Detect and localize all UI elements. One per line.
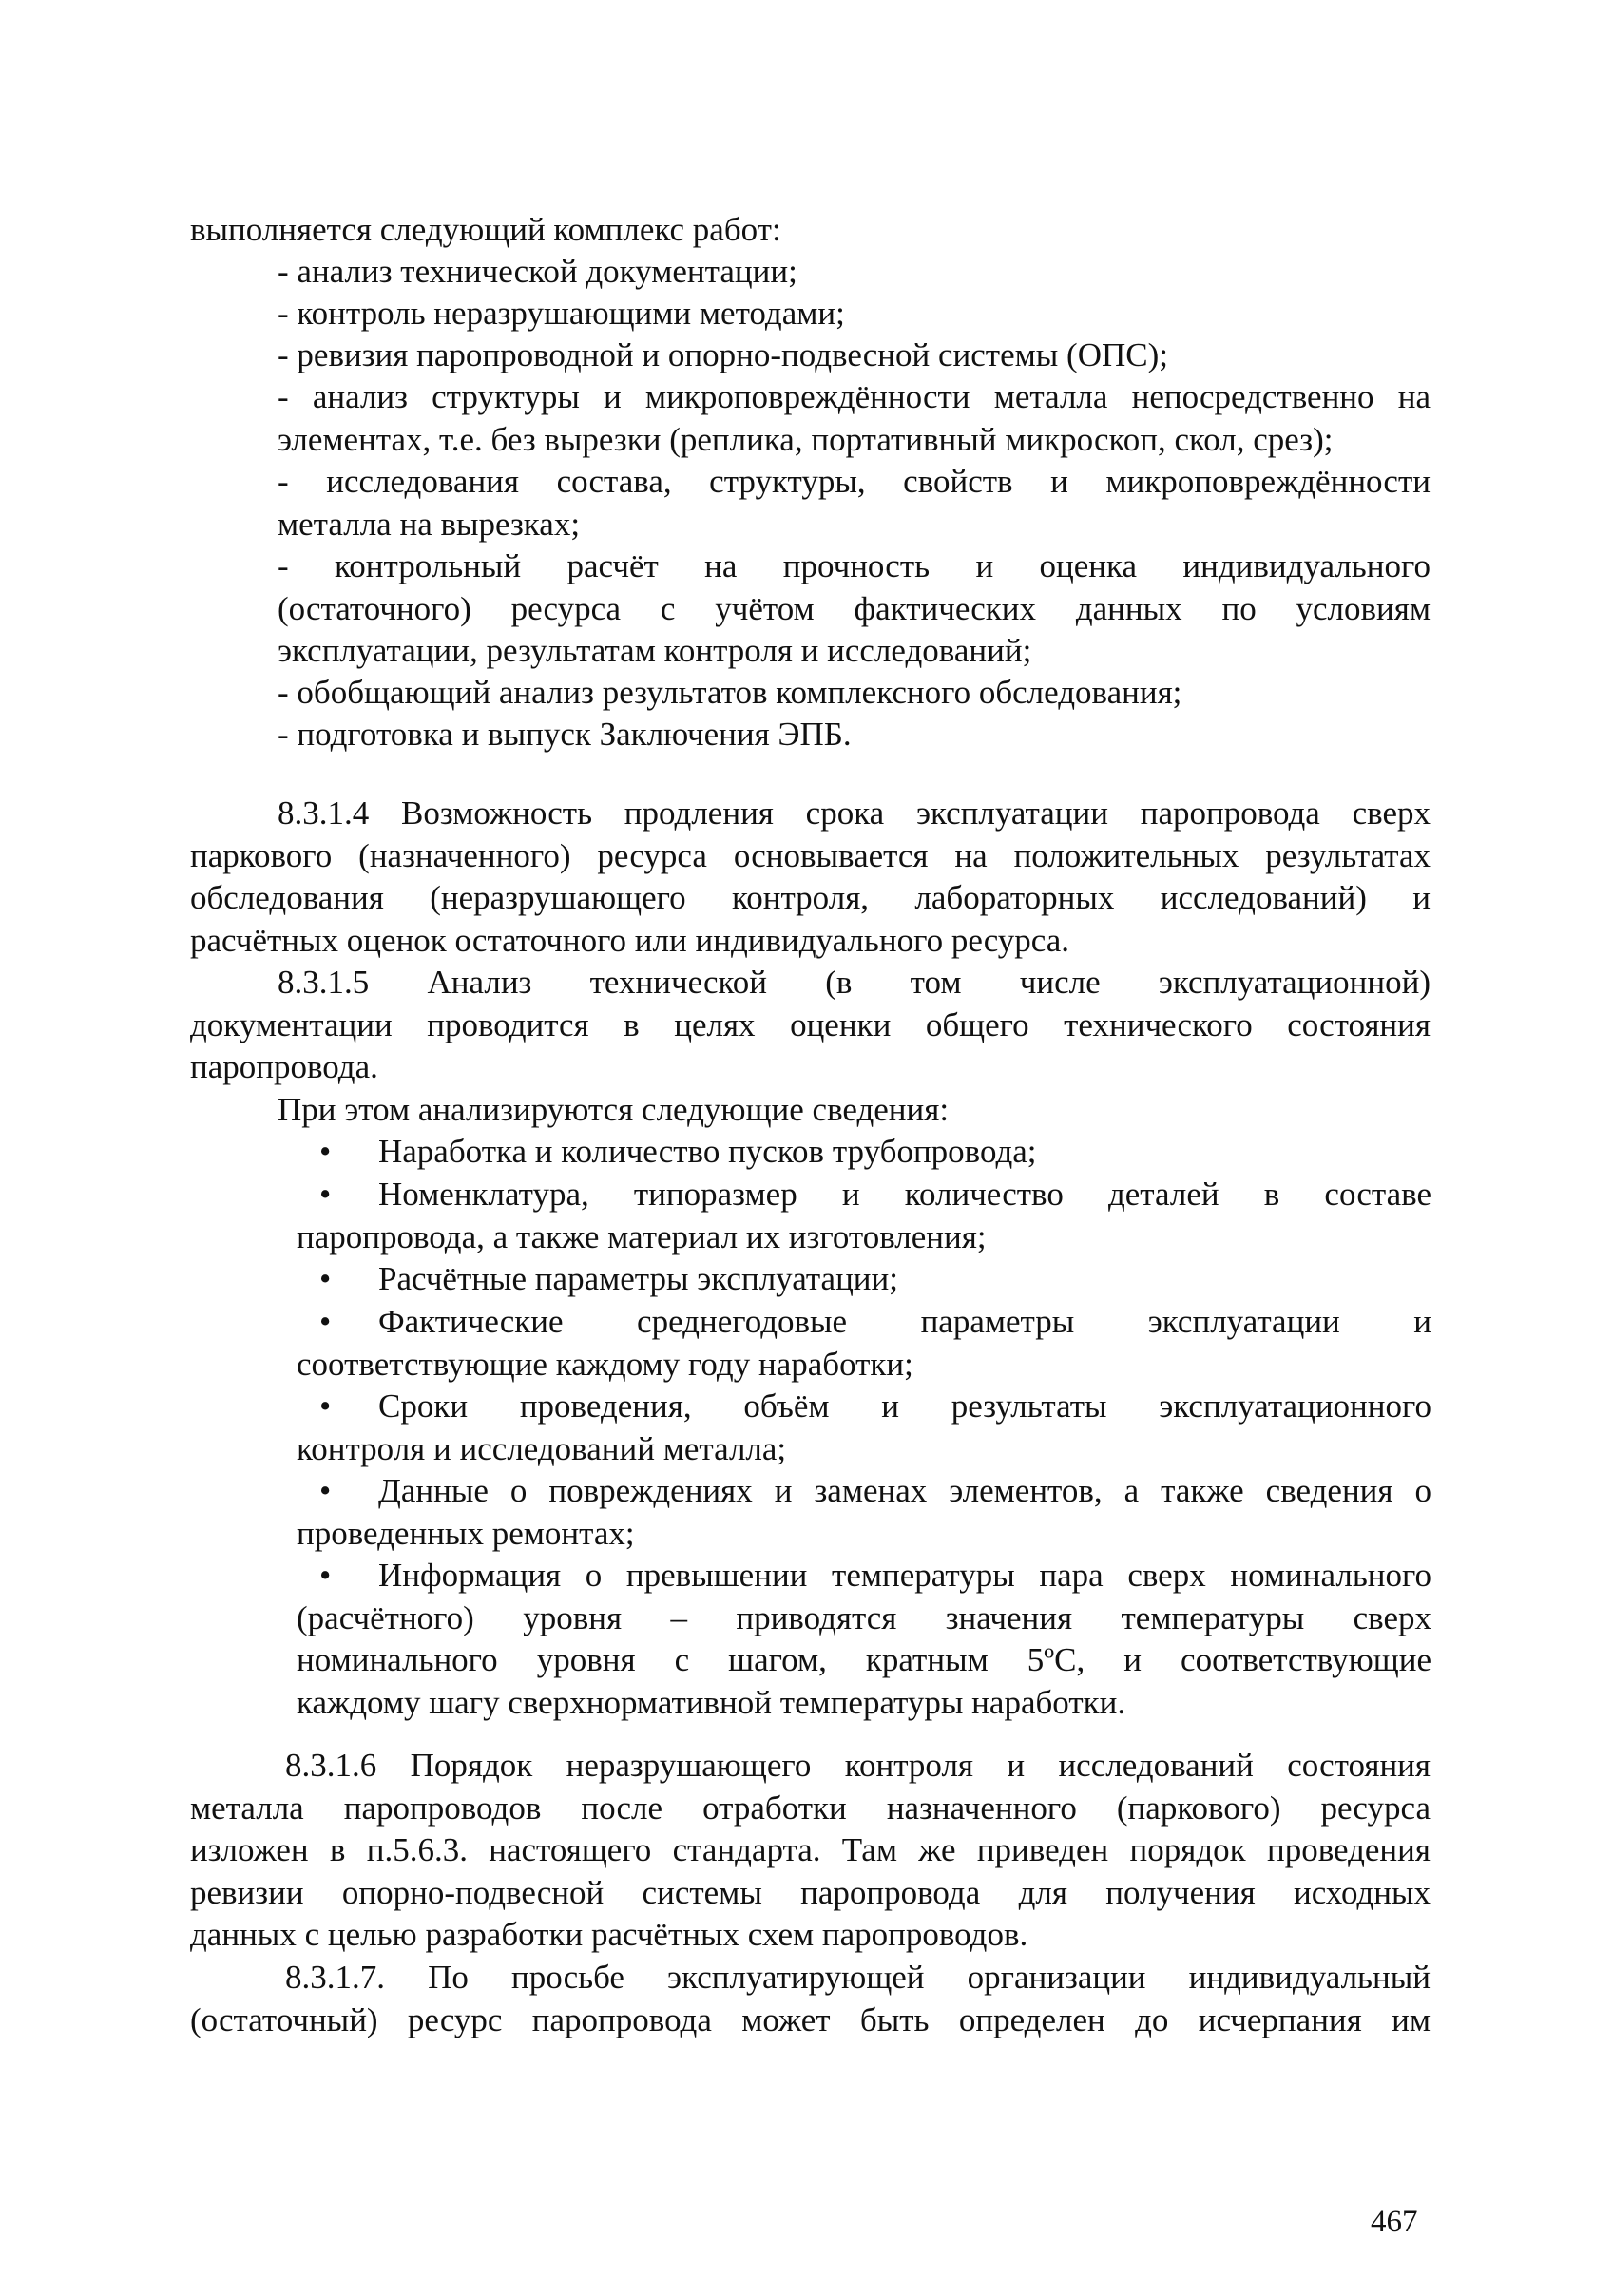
bullet-item-3 <box>319 1258 1431 1301</box>
paragraph-line: 8.3.1.5 Анализ технической (в том числе эксплуатационной) <box>278 964 1431 1001</box>
intro-item-4 <box>278 376 1431 461</box>
intro-lead-text: выполняется следующий комплекс работ: <box>190 211 781 248</box>
paragraph-8-3-1-5 <box>190 962 1431 1089</box>
bullet-dot: • <box>319 1303 332 1340</box>
list-item-line: - ревизия паропроводной и опорно-подвесной системы (ОПС); <box>278 336 1168 373</box>
paragraph-line: паропровода. <box>190 1048 378 1085</box>
list-item-line: - контроль неразрушающими методами; <box>278 295 845 332</box>
bullet-item-1 <box>319 1131 1431 1174</box>
paragraph-line: ревизии опорно-подвесной системы паропровода для получения исходных <box>190 1873 1431 1911</box>
paragraph-line: данных с целью разработки расчётных схем паропроводов. <box>190 1916 1028 1953</box>
paragraph-line: документации проводится в целях оценки общего технического состояния <box>190 1005 1431 1043</box>
bullet-dot: • <box>319 1260 332 1297</box>
paragraph-line: расчётных оценок остаточного или индивидуального ресурса. <box>190 921 1070 959</box>
bullet-text: Наработка и количество пусков трубопровода; <box>378 1133 1037 1170</box>
bullet-text: Данные о повреждениях и заменах элементов, а также сведения о <box>378 1472 1431 1509</box>
bullet-text: Сроки проведения, объём и результаты эксплуатационного <box>378 1387 1431 1425</box>
paragraph-8-3-1-7 <box>190 1957 1431 2041</box>
intro-item-2 <box>278 293 1431 335</box>
paragraph-8-3-1-6 <box>190 1745 1431 1957</box>
bullet-text: Номенклатура, типоразмер и количество деталей в составе <box>378 1176 1431 1213</box>
bullet-dot: • <box>319 1472 332 1509</box>
list-item-line: элементах, т.е. без вырезки (реплика, портативный микроскоп, скол, срез); <box>278 420 1334 458</box>
paragraph-line: 8.3.1.4 Возможность продления срока эксплуатации паропровода сверх <box>278 794 1431 832</box>
bullet-text: Расчётные параметры эксплуатации; <box>378 1260 898 1297</box>
bullet-dot: • <box>319 1557 332 1594</box>
list-item-line: (остаточного) ресурса с учётом фактических данных по условиям <box>278 589 1431 627</box>
intro-item-1 <box>278 251 1431 294</box>
bullet-text: Информация о превышении температуры пара сверх номинального <box>378 1557 1431 1594</box>
list-item-line: - обобщающий анализ результатов комплексного обследования; <box>278 674 1182 711</box>
paragraph-line: 8.3.1.7. По просьбе эксплуатирующей организации индивидуальный <box>285 1959 1431 1996</box>
list-item-line: - подготовка и выпуск Заключения ЭПБ. <box>278 716 852 753</box>
bullet-item-2 <box>297 1174 1431 1258</box>
bullet-text: (расчётного) уровня – приводятся значения температуры сверх <box>297 1598 1431 1636</box>
intro-lead <box>190 209 1426 252</box>
bullet-text: паропровода, а также материал их изготовления; <box>297 1217 987 1255</box>
paragraph-line: металла паропроводов после отработки назначенного (паркового) ресурса <box>190 1789 1431 1827</box>
bullet-text: контроля и исследований металла; <box>297 1429 787 1467</box>
bullet-dot: • <box>319 1387 332 1425</box>
intro-item-6 <box>278 545 1431 673</box>
paragraph-line: паркового (назначенного) ресурса основывается на положительных результатах <box>190 836 1431 874</box>
list-item-line: - анализ структуры и микроповреждённости металла непосредственно на <box>278 378 1431 415</box>
list-item-line: - контрольный расчёт на прочность и оценка индивидуального <box>278 547 1431 584</box>
list-lead-text: При этом анализируются следующие сведения: <box>278 1091 950 1128</box>
bullet-text: проведенных ремонтах; <box>297 1514 635 1552</box>
list-lead <box>278 1089 1431 1132</box>
intro-item-7 <box>278 672 1431 715</box>
bullet-item-4 <box>297 1301 1431 1386</box>
bullet-text: номинального уровня с шагом, кратным 5ºС, и соответствующие <box>297 1641 1431 1678</box>
bullet-text: каждому шагу сверхнормативной температуры наработки. <box>297 1683 1126 1721</box>
bullet-dot: • <box>319 1133 332 1170</box>
intro-item-5 <box>278 461 1431 545</box>
bullet-text: соответствующие каждому году наработки; <box>297 1345 913 1383</box>
list-item-line: - анализ технической документации; <box>278 253 797 290</box>
list-item-line: эксплуатации, результатам контроля и исследований; <box>278 632 1032 669</box>
bullet-dot: • <box>319 1176 332 1213</box>
paragraph-line: обследования (неразрушающего контроля, лабораторных исследований) и <box>190 879 1431 916</box>
bullet-item-6 <box>297 1470 1431 1555</box>
paragraph-line: (остаточный) ресурс паропровода может быть определен до исчерпания им <box>190 2000 1431 2038</box>
bullet-item-5 <box>297 1386 1431 1470</box>
paragraph-line: 8.3.1.6 Порядок неразрушающего контроля и исследований состояния <box>285 1747 1431 1784</box>
paragraph-8-3-1-4 <box>190 793 1431 962</box>
list-item-line: металла на вырезках; <box>278 505 581 543</box>
list-item-line: - исследования состава, структуры, свойств и микроповреждённости <box>278 463 1431 500</box>
paragraph-line: изложен в п.5.6.3. настоящего стандарта. Там же приведен порядок проведения <box>190 1831 1431 1868</box>
intro-item-8 <box>278 714 1431 756</box>
bullet-text: Фактические среднегодовые параметры эксплуатации и <box>378 1303 1431 1340</box>
bullet-item-7 <box>297 1555 1431 1724</box>
page-number: 467 <box>1371 2205 1418 2239</box>
intro-item-3 <box>278 335 1431 377</box>
